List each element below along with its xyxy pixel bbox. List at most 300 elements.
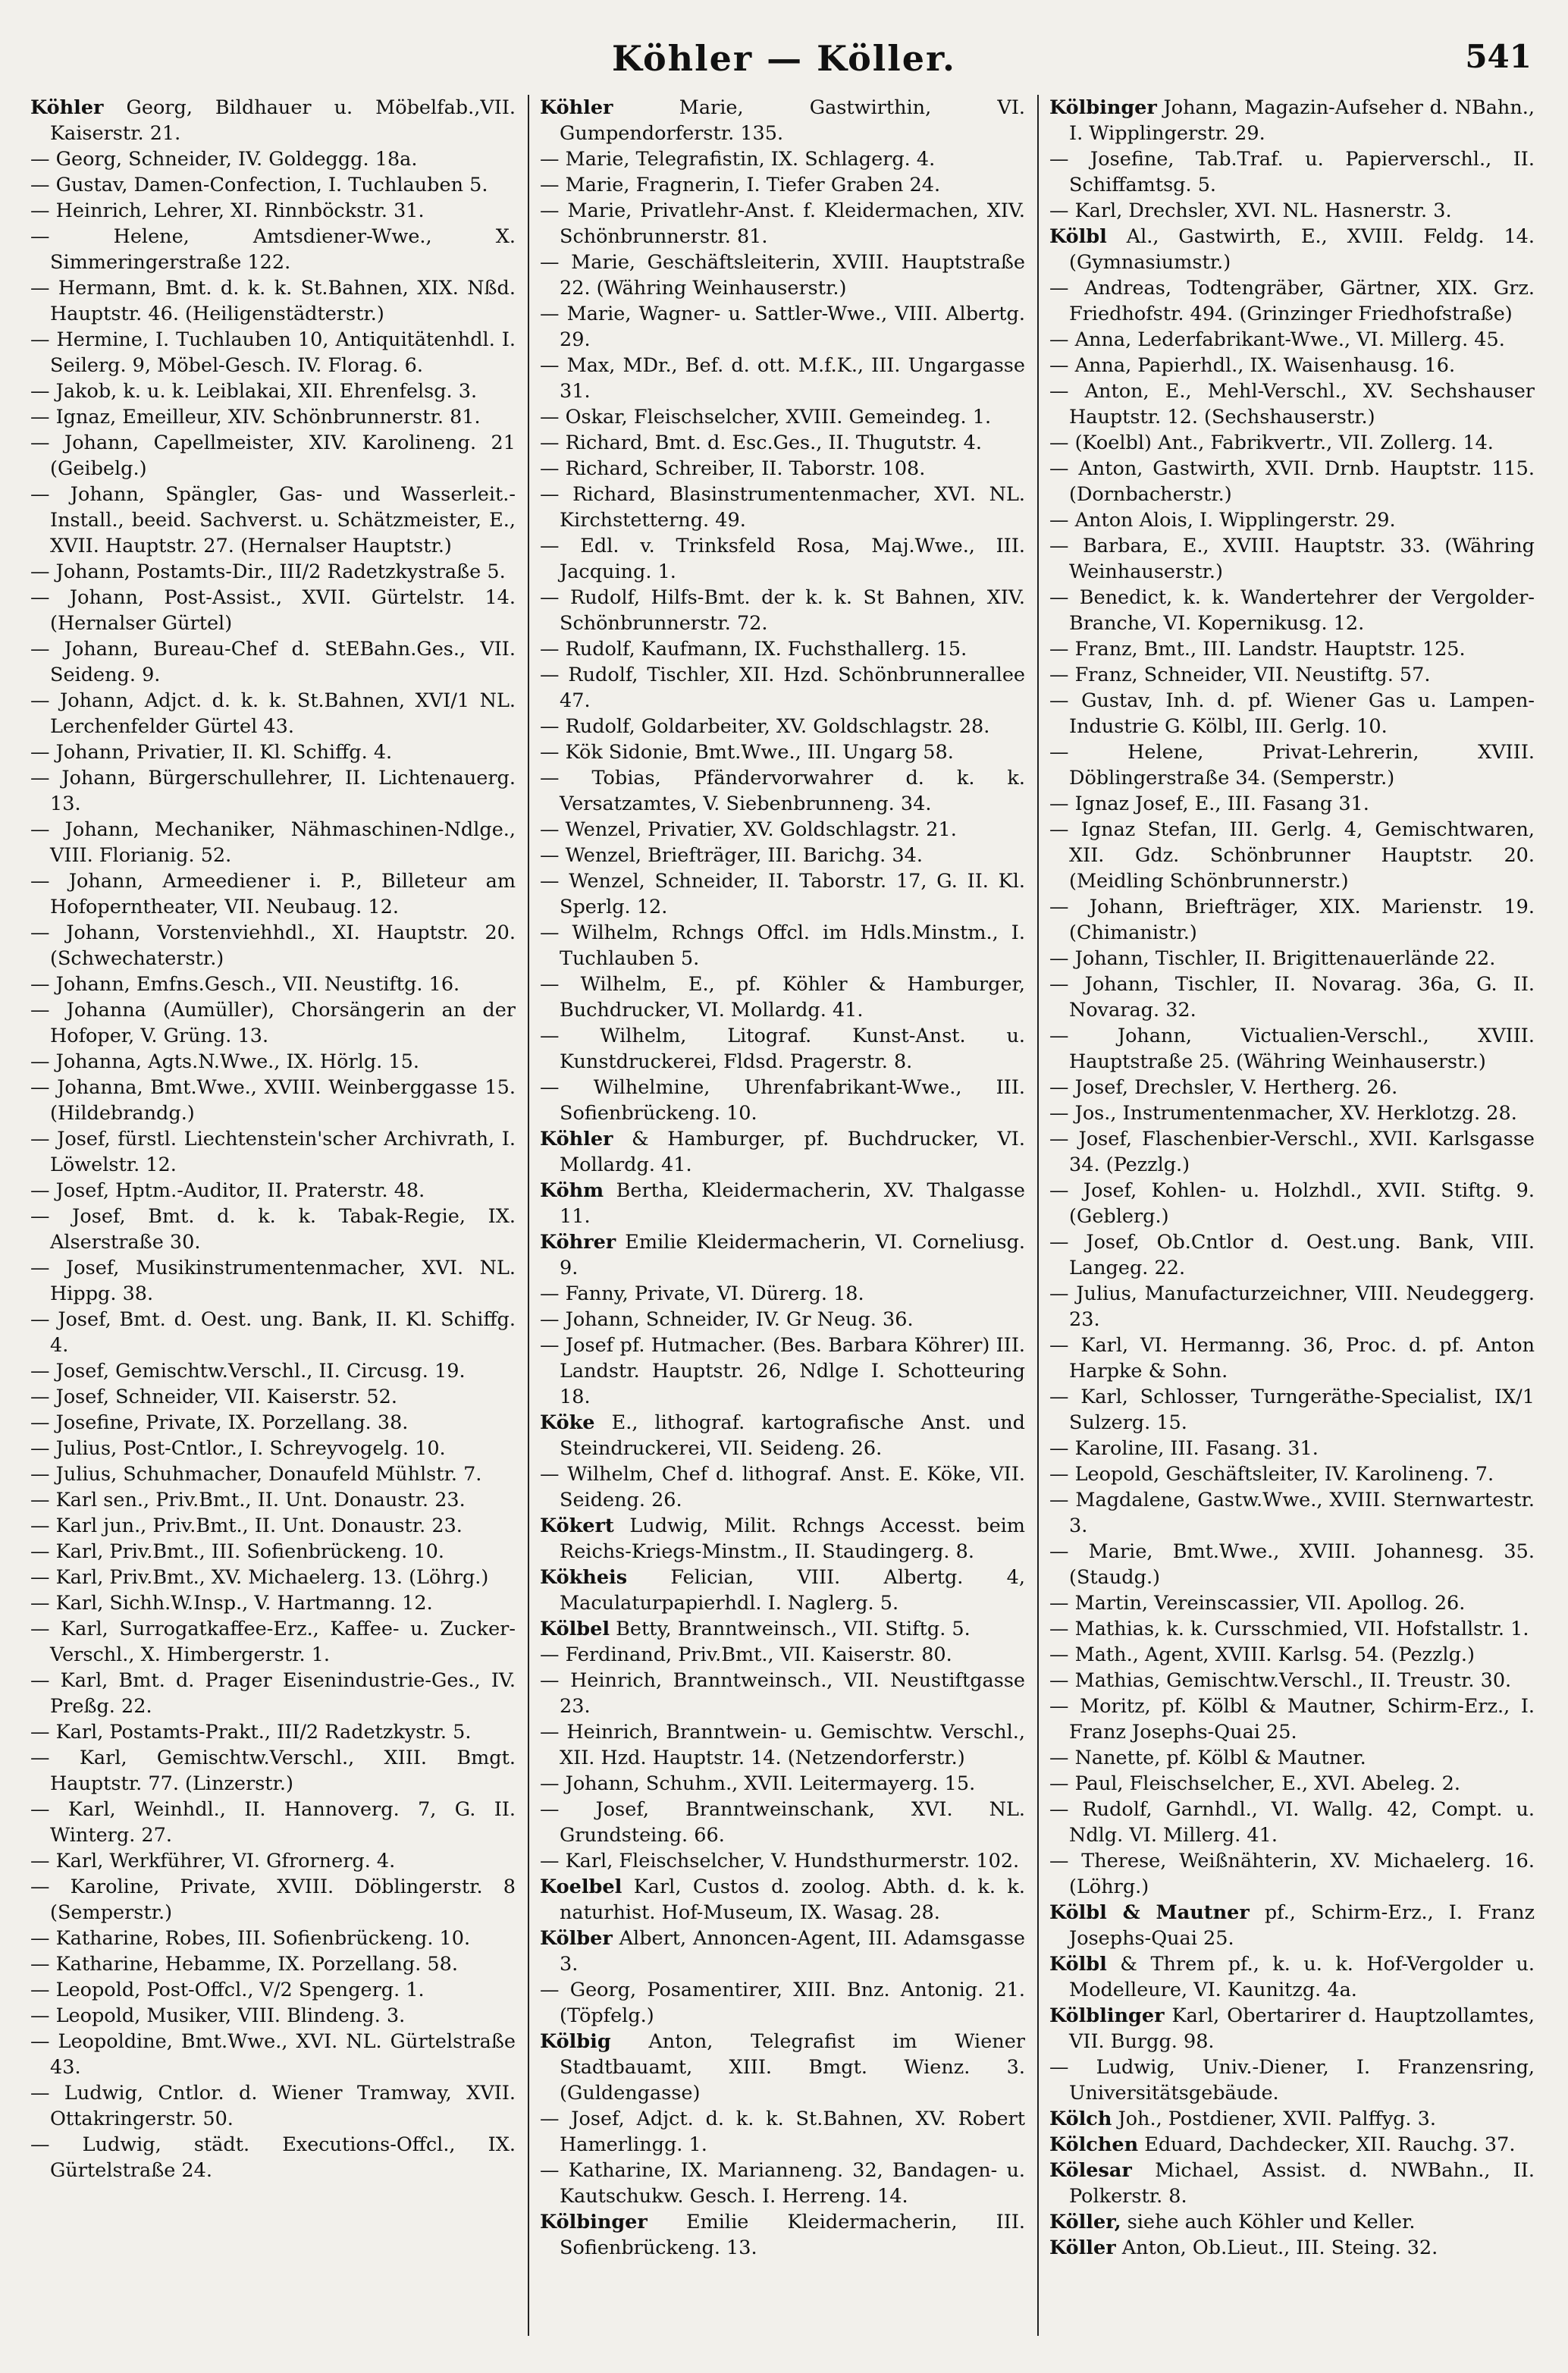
directory-entry [540, 1797, 1025, 1848]
entry-text: — Moritz, pf. Kölbl & Mautner, Schirm-Erz., I. Franz Josephs-Quai 25. [1049, 1695, 1535, 1744]
entry-text: — Julius, Schuhmacher, Donaufeld Mühlstr. 7. [30, 1463, 482, 1486]
entry-text: — Josef, Branntweinschank, XVI. NL. Grundsteing. 66. [540, 1798, 1025, 1847]
directory-entry [1049, 1951, 1535, 2003]
entry-text: — Julius, Post-Cntlor., I. Schreyvogelg. 10. [30, 1437, 446, 1460]
directory-entry [30, 1178, 516, 1204]
entry-surname: Köller [1049, 2236, 1116, 2259]
directory-entry [1049, 327, 1535, 353]
entry-text: — Ludwig, Cntlor. d. Wiener Tramway, XVII. Ottakringerstr. 50. [30, 2082, 516, 2130]
directory-entry [540, 714, 1025, 739]
directory-entry [540, 1410, 1025, 1461]
entry-text: — Heinrich, Branntweinsch., VII. Neustiftgasse 23. [540, 1669, 1025, 1718]
entry-text: — Wilhelm, E., pf. Köhler & Hamburger, Buchdrucker, VI. Mollardg. 41. [540, 973, 1025, 1022]
entry-text: — Marie, Fragnerin, I. Tiefer Graben 24. [540, 174, 941, 196]
entry-surname: Kökheis [540, 1566, 628, 1589]
entry-text: Eduard, Dachdecker, XII. Rauchg. 37. [1138, 2133, 1516, 2156]
entry-text: — Josefine, Tab.Traf. u. Papierverschl., II. Schiffamtsg. 5. [1049, 148, 1535, 196]
entry-surname: Koelbel [540, 1875, 622, 1898]
entry-surname: Kölbl [1049, 1953, 1107, 1976]
directory-entry [540, 920, 1025, 971]
directory-entry [1049, 1075, 1535, 1100]
entry-text: — Josef, Flaschenbier-Verschl., XVII. Karlsgasse 34. (Pezzlg.) [1049, 1128, 1535, 1176]
entry-text: — Josef, fürstl. Liechtenstein'scher Archivrath, I. Löwelstr. 12. [30, 1128, 516, 1176]
entry-text: — Helene, Privat-Lehrerin, XVIII. Döblingerstraße 34. (Semperstr.) [1049, 741, 1535, 789]
directory-entry [1049, 1693, 1535, 1745]
directory-entry [1049, 1797, 1535, 1848]
directory-entry [1049, 791, 1535, 817]
entry-text: — Mathias, Gemischtw.Verschl., II. Treustr. 30. [1049, 1669, 1512, 1692]
entry-text: — Johann, Schneider, IV. Gr Neug. 36. [540, 1308, 914, 1331]
entry-text: — Ferdinand, Priv.Bmt., VII. Kaiserstr. 80. [540, 1643, 952, 1666]
directory-entry [1049, 817, 1535, 894]
directory-entry [30, 1436, 516, 1461]
directory-entry [540, 1719, 1025, 1771]
directory-entry [540, 198, 1025, 250]
entry-text: & Threm pf., k. u. k. Hof-Vergolder u. Modelleure, VI. Kaunitzg. 4a. [1069, 1953, 1535, 2001]
entry-text: — Anton, Gastwirth, XVII. Drnb. Hauptstr. 115. (Dornbacherstr.) [1049, 457, 1535, 506]
entry-text: — Barbara, E., XVIII. Hauptstr. 33. (Währing Weinhauserstr.) [1049, 535, 1535, 583]
entry-text: — Josefine, Private, IX. Porzellang. 38. [30, 1411, 409, 1434]
directory-entry [1049, 946, 1535, 971]
directory-entry [30, 2029, 516, 2080]
entry-text: — Karl, Postamts-Prakt., III/2 Radetzkystr. 5. [30, 1721, 472, 1744]
directory-entry [1049, 1487, 1535, 1539]
entry-text: — Marie, Bmt.Wwe., XVIII. Johannesg. 35. (Staudg.) [1049, 1540, 1535, 1589]
entry-text: — Richard, Blasinstrumentenmacher, XVI. NL. Kirchstetterng. 49. [540, 483, 1025, 532]
directory-entry [1049, 198, 1535, 224]
entry-text: & Hamburger, pf. Buchdrucker, VI. Mollardg. 41. [560, 1128, 1025, 1176]
entry-text: — Katharine, Hebamme, IX. Porzellang. 58. [30, 1953, 458, 1976]
entry-text: — Fanny, Private, VI. Dürerg. 18. [540, 1282, 864, 1305]
column-right [1049, 95, 1535, 2336]
directory-entry [30, 1797, 516, 1848]
directory-entry [1049, 95, 1535, 146]
directory-entry [540, 1977, 1025, 2029]
directory-entry [1049, 2158, 1535, 2209]
entry-text: Marie, Gastwirthin, VI. Gumpendorferstr. 135. [560, 96, 1025, 145]
directory-entry [30, 95, 516, 146]
directory-entry [30, 1539, 516, 1565]
entry-text: — Ludwig, städt. Executions-Offcl., IX. Gürtelstraße 24. [30, 2133, 516, 2182]
entry-text: — Wilhelmine, Uhrenfabrikant-Wwe., III. Sofienbrückeng. 10. [540, 1076, 1025, 1125]
entry-text: E., lithograf. kartografische Anst. und Steindruckerei, VII. Seideng. 26. [560, 1411, 1025, 1460]
entry-text: — Benedict, k. k. Wandertehrer der Vergolder-Branche, VI. Kopernikusg. 12. [1049, 586, 1535, 635]
entry-text: — Karl jun., Priv.Bmt., II. Unt. Donaustr. 23. [30, 1515, 463, 1537]
entry-text: — Leopold, Post-Offcl., V/2 Spengerg. 1. [30, 1979, 425, 2001]
entry-text: — Marie, Geschäftsleiterin, XVIII. Hauptstraße 22. (Währing Weinhauserstr.) [540, 251, 1025, 300]
directory-entry [1049, 146, 1535, 198]
directory-entry [30, 1487, 516, 1513]
entry-text: — Katharine, IX. Marianneng. 32, Bandagen- u. Kautschukw. Gesch. I. Herreng. 14. [540, 2159, 1025, 2208]
entry-text: — Marie, Wagner- u. Sattler-Wwe., VIII. Albertg. 29. [540, 303, 1025, 351]
entry-text: — Johanna, Agts.N.Wwe., IX. Hörlg. 15. [30, 1050, 419, 1073]
entry-surname: Köhler [30, 96, 104, 119]
directory-entry [1049, 456, 1535, 507]
entry-text: — Josef, Bmt. d. k. k. Tabak-Regie, IX. Alserstraße 30. [30, 1205, 516, 1254]
directory-entry [1049, 1771, 1535, 1797]
entry-surname: Köller, [1049, 2211, 1121, 2233]
directory-entry [1049, 224, 1535, 275]
page-header [30, 38, 1538, 83]
directory-entry [30, 688, 516, 739]
entry-text: — Max, MDr., Bef. d. ott. M.f.K., III. Ungargasse 31. [540, 354, 1025, 403]
entry-text: — Karl, Surrogatkaffee-Erz., Kaffee- u. Zucker-Verschl., X. Himbergerstr. 1. [30, 1618, 516, 1666]
entry-text: — Johann, Spängler, Gas- und Wasserleit.-Install., beeid. Sachverst. u. Schätzmeister, E., XVII. Hauptstr. 27. (Hernalser Hauptstr.) [30, 483, 516, 557]
entry-text: — Johanna, Bmt.Wwe., XVIII. Weinberggasse 15. (Hildebrandg.) [30, 1076, 516, 1125]
entry-text: — Gustav, Inh. d. pf. Wiener Gas u. Lampen-Industrie G. Kölbl, III. Gerlg. 10. [1049, 689, 1535, 738]
entry-text: pf., Schirm-Erz., I. Franz Josephs-Quai 25. [1069, 1901, 1535, 1950]
entry-text: Anton, Ob.Lieut., III. Steing. 32. [1115, 2236, 1438, 2259]
directory-entry [30, 275, 516, 327]
directory-entry [1049, 2209, 1535, 2235]
entry-text: — Andreas, Todtengräber, Gärtner, XIX. Grz. Friedhofstr. 494. (Grinzinger Friedhofstraße) [1049, 277, 1535, 325]
directory-entry [1049, 507, 1535, 533]
directory-entry [30, 1565, 516, 1590]
directory-entry [30, 636, 516, 688]
directory-entry [540, 2209, 1025, 2261]
entry-text: — Johann, Mechaniker, Nähmaschinen-Ndlge., VIII. Florianig. 52. [30, 818, 516, 867]
entry-text: — Karl, Bmt. d. Prager Eisenindustrie-Ges., IV. Preßg. 22. [30, 1669, 516, 1718]
directory-entry [1049, 1616, 1535, 1642]
entry-text: — Katharine, Robes, III. Sofienbrückeng. 10. [30, 1927, 471, 1950]
entry-text: — Georg, Posamentirer, XIII. Bnz. Antonig. 21. (Töpfelg.) [540, 1979, 1025, 2027]
entry-text: — Johann, Emfns.Gesch., VII. Neustiftg. 16. [30, 973, 460, 996]
entry-text: — Josef, Kohlen- u. Holzhdl., XVII. Stiftg. 9. (Geblerg.) [1049, 1179, 1535, 1228]
entry-text: — Heinrich, Lehrer, XI. Rinnböckstr. 31. [30, 199, 425, 222]
entry-surname: Kölbl [1049, 225, 1107, 248]
directory-entry [540, 95, 1025, 146]
entry-text: Joh., Postdiener, XVII. Palffyg. 3. [1112, 2108, 1436, 2130]
directory-entry [1049, 971, 1535, 1023]
entry-text: — Rudolf, Goldarbeiter, XV. Goldschlagstr. 28. [540, 715, 990, 738]
entry-text: — Johann, Tischler, II. Brigittenauerlände 22. [1049, 947, 1496, 970]
entry-text: — Wilhelm, Litograf. Kunst-Anst. u. Kunstdruckerei, Fldsd. Pragerstr. 8. [540, 1025, 1025, 1073]
entry-text: — Johann, Postamts-Dir., III/2 Radetzkystraße 5. [30, 560, 506, 583]
directory-entry [540, 1461, 1025, 1513]
directory-entry [30, 765, 516, 817]
entry-text: Al., Gastwirth, E., XVIII. Feldg. 14. (Gymnasiumstr.) [1069, 225, 1535, 274]
entry-text: — Martin, Vereinscassier, VII. Apollog. 26. [1049, 1592, 1466, 1615]
entry-text: — Paul, Fleischselcher, E., XVI. Abeleg. 2. [1049, 1772, 1460, 1795]
directory-entry [540, 1668, 1025, 1719]
directory-entry [30, 1204, 516, 1255]
entry-text: — Richard, Schreiber, II. Taborstr. 108. [540, 457, 926, 480]
directory-entry [30, 2132, 516, 2183]
directory-entry [540, 1229, 1025, 1281]
directory-entry [1049, 1384, 1535, 1436]
entry-text: — Edl. v. Trinksfeld Rosa, Maj.Wwe., III. Jacquing. 1. [540, 535, 1025, 583]
directory-entry [1049, 585, 1535, 636]
directory-entry [1049, 533, 1535, 585]
directory-entry [1049, 1539, 1535, 1590]
directory-entry [30, 327, 516, 378]
directory-entry [540, 1874, 1025, 1926]
directory-entry [30, 1307, 516, 1358]
entry-text: — Josef, Drechsler, V. Hertherg. 26. [1049, 1076, 1398, 1099]
directory-entry [540, 868, 1025, 920]
directory-entry [540, 585, 1025, 636]
directory-entry [1049, 1100, 1535, 1126]
directory-entry [540, 146, 1025, 172]
entry-text: — Julius, Manufacturzeichner, VIII. Neudeggerg. 23. [1049, 1282, 1535, 1331]
entry-surname: Kölbl & Mautner [1049, 1901, 1250, 1924]
entry-text: — Josef, Ob.Cntlor d. Oest.ung. Bank, VIII. Langeg. 22. [1049, 1231, 1535, 1279]
directory-entry [1049, 1900, 1535, 1951]
entry-text: — Leopold, Geschäftsleiter, IV. Karolineng. 7. [1049, 1463, 1494, 1486]
directory-entry [30, 1590, 516, 1616]
entry-surname: Kökert [540, 1515, 614, 1537]
entry-text: — Karoline, Private, XVIII. Döblingerstr. 8 (Semperstr.) [30, 1875, 516, 1924]
directory-entry [540, 971, 1025, 1023]
directory-entry [30, 1977, 516, 2003]
entry-text: — Marie, Privatlehr-Anst. f. Kleidermachen, XIV. Schönbrunnerstr. 81. [540, 199, 1025, 248]
directory-entry [30, 1255, 516, 1307]
entry-text: — Jos., Instrumentenmacher, XV. Herklotzg. 28. [1049, 1102, 1517, 1125]
entry-text: — Richard, Bmt. d. Esc.Ges., II. Thugutstr. 4. [540, 432, 982, 454]
entry-text: Johann, Magazin-Aufseher d. NBahn., I. Wipplingerstr. 29. [1069, 96, 1535, 145]
directory-entry [540, 250, 1025, 301]
entry-surname: Köhm [540, 1179, 604, 1202]
entry-text: — Franz, Bmt., III. Landstr. Hauptstr. 125. [1049, 638, 1466, 661]
directory-entry [540, 739, 1025, 765]
directory-entry [1049, 2054, 1535, 2106]
directory-entry [1049, 1436, 1535, 1461]
page-title: Köhler — Köller. [612, 38, 956, 79]
directory-entry [30, 430, 516, 482]
entry-text: — Ignaz Stefan, III. Gerlg. 4, Gemischtwaren, XII. Gdz. Schönbrunner Hauptstr. 20. (Meidling Schönbrunnerstr.) [1049, 818, 1535, 893]
entry-text: — Johann, Briefträger, XIX. Marienstr. 19. (Chimanistr.) [1049, 896, 1535, 944]
entry-text: — Wilhelm, Chef d. lithograf. Anst. E. Köke, VII. Seideng. 26. [540, 1463, 1025, 1511]
entry-surname: Kölchen [1049, 2133, 1139, 2156]
directory-entry [540, 353, 1025, 404]
entry-text: Michael, Assist. d. NWBahn., II. Polkerstr. 8. [1069, 2159, 1535, 2208]
directory-entry [540, 1332, 1025, 1410]
entry-text: — Rudolf, Hilfs-Bmt. der k. k. St Bahnen, XIV. Schönbrunnerstr. 72. [540, 586, 1025, 635]
entry-text: Anton, Telegrafist im Wiener Stadtbauamt, XIII. Bmgt. Wienz. 3. (Guldengasse) [560, 2030, 1025, 2105]
entry-text: Emilie Kleidermacherin, III. Sofienbrückeng. 13. [560, 2211, 1025, 2259]
entry-text: — Karl, Priv.Bmt., III. Sofienbrückeng. 10. [30, 1540, 444, 1563]
entry-text: — Wenzel, Schneider, II. Taborstr. 17, G. II. Kl. Sperlg. 12. [540, 870, 1025, 918]
entry-text: — Karl, Sichh.W.Insp., V. Hartmanng. 12. [30, 1592, 433, 1615]
entry-text: — Ignaz, Emeilleur, XIV. Schönbrunnerstr. 81. [30, 406, 481, 428]
directory-entry [1049, 378, 1535, 430]
entry-text: Emilie Kleidermacherin, VI. Corneliusg. 9. [560, 1231, 1025, 1279]
page-number: 541 [1465, 38, 1532, 75]
entry-text: — Therese, Weißnähterin, XV. Michaelerg. 16. (Löhrg.) [1049, 1850, 1535, 1898]
directory-entry [1049, 1642, 1535, 1668]
directory-entry [1049, 2003, 1535, 2054]
directory-entry [30, 1616, 516, 1668]
directory-entry [30, 2003, 516, 2029]
directory-entry [540, 1926, 1025, 1977]
directory-entry [30, 378, 516, 404]
entry-text: — Johann, Tischler, II. Novarag. 36a, G. II. Novarag. 32. [1049, 973, 1535, 1022]
entry-text: — Josef, Bmt. d. Oest. ung. Bank, II. Kl. Schiffg. 4. [30, 1308, 516, 1357]
directory-entry [540, 1642, 1025, 1668]
entry-text: — Leopold, Musiker, VIII. Blindeng. 3. [30, 2004, 406, 2027]
entry-text: — Karoline, III. Fasang. 31. [1049, 1437, 1319, 1460]
entry-text: — Johann, Privatier, II. Kl. Schiffg. 4. [30, 741, 393, 764]
entry-text: — Helene, Amtsdiener-Wwe., X. Simmeringerstraße 122. [30, 225, 516, 274]
directory-entry [30, 224, 516, 275]
directory-entry [540, 1771, 1025, 1797]
entry-surname: Köke [540, 1411, 595, 1434]
directory-entry [540, 1126, 1025, 1178]
entry-text: — Math., Agent, XVIII. Karlsg. 54. (Pezzlg.) [1049, 1643, 1475, 1666]
entry-surname: Kölbinger [1049, 96, 1157, 119]
entry-text: — Mathias, k. k. Cursschmied, VII. Hofstallstr. 1. [1049, 1618, 1529, 1640]
entry-text: — Hermine, I. Tuchlauben 10, Antiquitätenhdl. I. Seilerg. 9, Möbel-Gesch. IV. Florag. 6. [30, 328, 516, 377]
directory-entry [30, 817, 516, 868]
entry-text: — Johann, Schuhm., XVII. Leitermayerg. 15. [540, 1772, 976, 1795]
entry-text: — Wenzel, Briefträger, III. Barichg. 34. [540, 844, 923, 867]
directory-entry [30, 1358, 516, 1384]
entry-text: — Karl, Gemischtw.Verschl., XIII. Bmgt. Hauptstr. 77. (Linzerstr.) [30, 1747, 516, 1795]
entry-text: Betty, Branntweinsch., VII. Stiftg. 5. [610, 1618, 971, 1640]
entry-text: — Johanna (Aumüller), Chorsängerin an der Hofoper, V. Grüng. 13. [30, 999, 516, 1047]
entry-text: — Magdalene, Gastw.Wwe., XVIII. Sternwartestr. 3. [1049, 1489, 1535, 1537]
directory-entry [540, 1513, 1025, 1565]
entry-text: — Anna, Lederfabrikant-Wwe., VI. Millerg. 45. [1049, 328, 1505, 351]
entry-text: — Karl, Werkführer, VI. Gfrornerg. 4. [30, 1850, 396, 1872]
directory-entry [1049, 2106, 1535, 2132]
entry-text: — Johann, Armeediener i. P., Billeteur am Hofoperntheater, VII. Neubaug. 12. [30, 870, 516, 918]
entry-text: Ludwig, Milit. Rchngs Accesst. beim Reichs-Kriegs-Minstm., II. Staudingerg. 8. [560, 1515, 1025, 1563]
directory-entry [540, 1178, 1025, 1229]
entry-text: — Wenzel, Privatier, XV. Goldschlagstr. 21. [540, 818, 957, 841]
column-middle [540, 95, 1025, 2336]
entry-surname: Köhler [540, 1128, 613, 1150]
entry-text: — Leopoldine, Bmt.Wwe., XVI. NL. Gürtelstraße 43. [30, 2030, 516, 2079]
directory-entry [1049, 739, 1535, 791]
entry-text: — Josef pf. Hutmacher. (Bes. Barbara Köhrer) III. Landstr. Hauptstr. 26, Ndlge I. Schotteuring 18. [540, 1334, 1025, 1408]
directory-entry [30, 868, 516, 920]
directory-entry [540, 430, 1025, 456]
directory-entry [30, 1461, 516, 1487]
entry-surname: Köhrer [540, 1231, 616, 1254]
entry-text: — (Koelbl) Ant., Fabrikvertr., VII. Zollerg. 14. [1049, 432, 1494, 454]
directory-entry [30, 559, 516, 585]
directory-entry [30, 1384, 516, 1410]
directory-entry [1049, 1461, 1535, 1487]
entry-text: — Wilhelm, Rchngs Offcl. im Hdls.Minstm., I. Tuchlauben 5. [540, 921, 1025, 970]
directory-entry [540, 404, 1025, 430]
directory-entry [1049, 1668, 1535, 1693]
directory-entry [540, 1565, 1025, 1616]
entry-text: — Rudolf, Tischler, XII. Hzd. Schönbrunnerallee 47. [540, 664, 1025, 712]
entry-text: — Johann, Vorstenviehhdl., XI. Hauptstr. 20. (Schwechaterstr.) [30, 921, 516, 970]
entry-surname: Köhler [540, 96, 613, 119]
directory-entry [30, 1126, 516, 1178]
directory-entry [540, 2029, 1025, 2106]
directory-entry [540, 172, 1025, 198]
directory-entry [30, 146, 516, 172]
directory-entry [1049, 1126, 1535, 1178]
entry-text: — Karl, Weinhdl., II. Hannoverg. 7, G. II. Winterg. 27. [30, 1798, 516, 1847]
entry-text: — Karl, VI. Hermanng. 36, Proc. d. pf. Anton Harpke & Sohn. [1049, 1334, 1535, 1383]
directory-entry [540, 1075, 1025, 1126]
directory-entry [540, 662, 1025, 714]
entry-text: — Marie, Telegrafistin, IX. Schlagerg. 4. [540, 148, 936, 171]
directory-entry [30, 404, 516, 430]
directory-entry [30, 1049, 516, 1075]
directory-entry [1049, 1745, 1535, 1771]
directory-entry [540, 1023, 1025, 1075]
entry-text: — Nanette, pf. Kölbl & Mautner. [1049, 1747, 1366, 1769]
directory-entry [1049, 275, 1535, 327]
entry-text: — Josef, Schneider, VII. Kaiserstr. 52. [30, 1386, 397, 1408]
entry-text: — Rudolf, Garnhdl., VI. Wallg. 42, Compt. u. Ndlg. VI. Millerg. 41. [1049, 1798, 1535, 1847]
directory-entry [30, 1719, 516, 1745]
directory-entry [540, 533, 1025, 585]
directory-entry [30, 1745, 516, 1797]
directory-entry [540, 1848, 1025, 1874]
entry-text: — Josef, Adjct. d. k. k. St.Bahnen, XV. Robert Hamerlingg. 1. [540, 2108, 1025, 2156]
directory-entry [1049, 1281, 1535, 1332]
entry-text: — Karl, Drechsler, XVI. NL. Hasnerstr. 3. [1049, 199, 1452, 222]
directory-entry [540, 1307, 1025, 1332]
column-divider [528, 95, 529, 2336]
entry-text: — Josef, Musikinstrumentenmacher, XVI. NL. Hippg. 38. [30, 1257, 516, 1305]
directory-entry [1049, 430, 1535, 456]
entry-text: Karl, Custos d. zoolog. Abth. d. k. k. naturhist. Hof-Museum, IX. Wasag. 28. [560, 1875, 1025, 1924]
directory-entry [30, 1848, 516, 1874]
directory-entry [30, 1410, 516, 1436]
entry-text: — Anton Alois, I. Wipplingerstr. 29. [1049, 509, 1396, 532]
entry-text: — Johann, Bürgerschullehrer, II. Lichtenauerg. 13. [30, 767, 516, 815]
directory-entry [1049, 894, 1535, 946]
directory-entry [1049, 353, 1535, 378]
directory-entry [540, 482, 1025, 533]
directory-entry [30, 1951, 516, 1977]
directory-entry [1049, 1229, 1535, 1281]
directory-columns [30, 95, 1539, 2336]
entry-surname: Kölbinger [540, 2211, 648, 2233]
directory-entry [30, 1513, 516, 1539]
directory-entry [30, 1874, 516, 1926]
column-left [30, 95, 516, 2336]
entry-text: Albert, Annoncen-Agent, III. Adamsgasse 3. [560, 1927, 1025, 1976]
directory-entry [540, 636, 1025, 662]
directory-entry [30, 739, 516, 765]
entry-surname: Kölesar [1049, 2159, 1132, 2182]
entry-text: — Johann, Capellmeister, XIV. Karolineng. 21 (Geibelg.) [30, 432, 516, 480]
directory-entry [1049, 1590, 1535, 1616]
entry-surname: Kölbel [540, 1618, 610, 1640]
directory-entry [1049, 662, 1535, 688]
directory-entry [540, 1616, 1025, 1642]
entry-text: — Hermann, Bmt. d. k. k. St.Bahnen, XIX. Nßd. Hauptstr. 46. (Heiligenstädterstr.) [30, 277, 516, 325]
directory-entry [30, 198, 516, 224]
entry-surname: Kölbig [540, 2030, 611, 2053]
directory-entry [540, 301, 1025, 353]
entry-text: — Georg, Schneider, IV. Goldeggg. 18a. [30, 148, 418, 171]
entry-text: siehe auch Köhler und Keller. [1121, 2211, 1416, 2233]
entry-text: — Oskar, Fleischselcher, XVIII. Gemeindeg. 1. [540, 406, 992, 428]
entry-text: — Johann, Post-Assist., XVII. Gürtelstr. 14. (Hernalser Gürtel) [30, 586, 516, 635]
directory-entry [1049, 1023, 1535, 1075]
directory-entry [30, 585, 516, 636]
directory-entry [30, 2080, 516, 2132]
entry-text: — Johann, Adjct. d. k. k. St.Bahnen, XVI/1 NL. Lerchenfelder Gürtel 43. [30, 689, 516, 738]
directory-entry [540, 456, 1025, 482]
entry-surname: Kölber [540, 1927, 613, 1950]
directory-entry [540, 765, 1025, 817]
entry-text: — Franz, Schneider, VII. Neustiftg. 57. [1049, 664, 1431, 686]
directory-entry [1049, 688, 1535, 739]
entry-text: — Ludwig, Univ.-Diener, I. Franzensring, Universitätsgebäude. [1049, 2056, 1535, 2105]
entry-text: — Josef, Hptm.-Auditor, II. Praterstr. 48. [30, 1179, 425, 1202]
